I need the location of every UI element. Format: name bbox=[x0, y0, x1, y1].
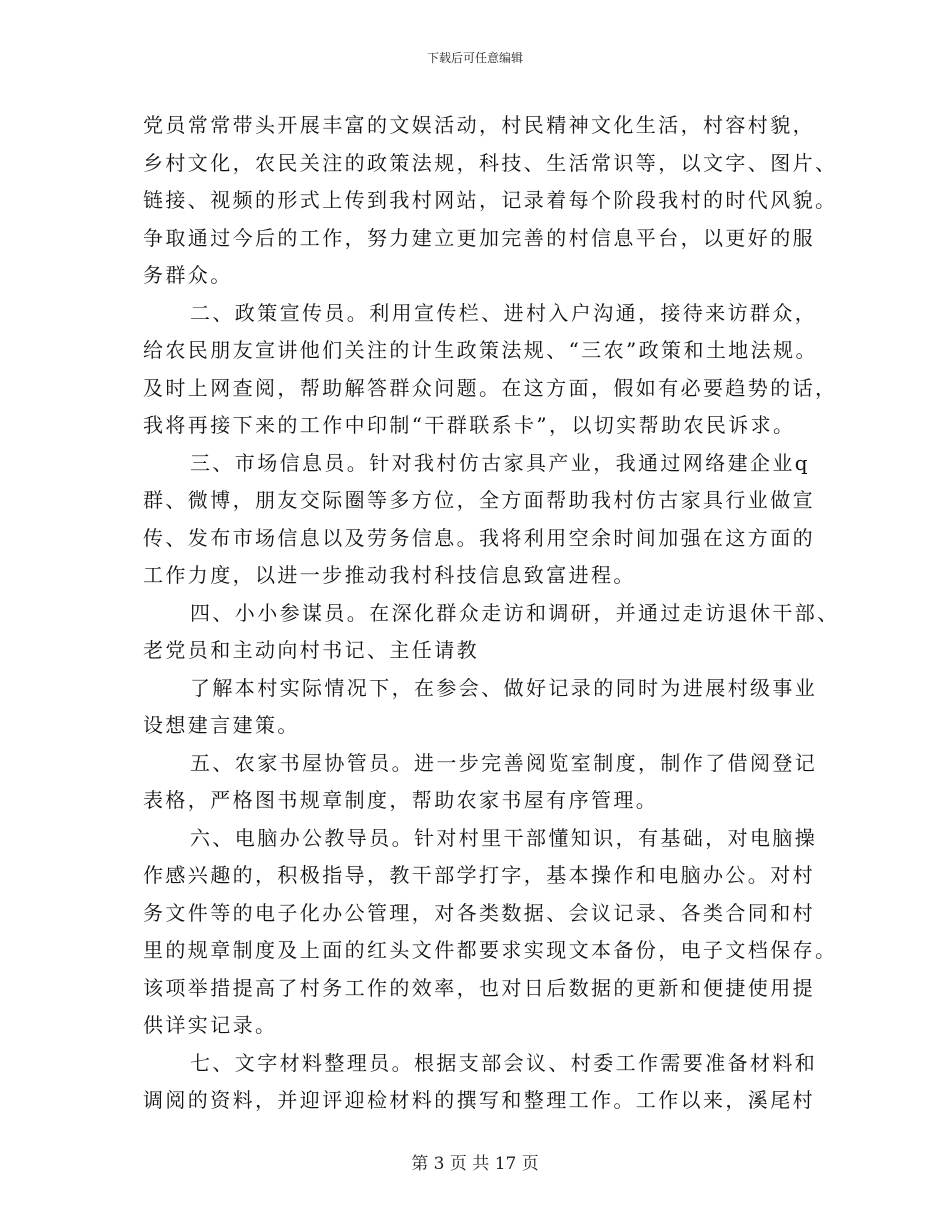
text-line: 供详实记录。 bbox=[143, 1013, 278, 1037]
text-line: 四、小小参谋员。在深化群众走访和调研，并通过走访退休干部、 bbox=[190, 600, 840, 625]
text-line: 设想建言建策。 bbox=[143, 713, 300, 737]
text-line: 我将再接下来的工作中印制“干群联系卡”，以切实帮助农民诉求。 bbox=[143, 413, 796, 437]
text-line: 了解本村实际情况下，在参会、做好记录的同时为进展村级事业 bbox=[190, 675, 818, 700]
text-line: 传、发布市场信息以及劳务信息。我将利用空余时间加强在这方面的 bbox=[143, 525, 815, 550]
text-line: 链接、视频的形式上传到我村网站，记录着每个阶段我村的时代风貌。 bbox=[143, 188, 838, 212]
text-line: 争取通过今后的工作，努力建立更加完善的村信息平台，以更好的服 bbox=[143, 225, 815, 250]
text-line: 作感兴趣的，积极指导，教干部学打字，基本操作和电脑办公。对村 bbox=[143, 863, 815, 887]
text-line: 七、文字材料整理员。根据支部会议、村委工作需要准备材料和 bbox=[190, 1050, 818, 1075]
page-header: 下载后可任意编辑 bbox=[426, 51, 523, 65]
text-line: 里的规章制度及上面的红头文件都要求实现文本备份，电子文档保存。 bbox=[143, 938, 838, 962]
text-line: 五、农家书屋协管员。进一步完善阅览室制度，制作了借阅登记 bbox=[190, 750, 818, 775]
text-line: 调阅的资料，并迎评迎检材料的撰写和整理工作。工作以来，溪尾村 bbox=[143, 1088, 815, 1112]
document-body bbox=[143, 107, 840, 1120]
text-line: 三、市场信息员。针对我村仿古家具产业，我通过网络建企业q bbox=[190, 450, 811, 475]
text-line: 六、电脑办公教导员。针对村里干部懂知识，有基础，对电脑操 bbox=[190, 825, 818, 850]
text-line: 及时上网查阅，帮助解答群众问题。在这方面，假如有必要趋势的话， bbox=[143, 375, 838, 400]
text-line: 务群众。 bbox=[143, 263, 233, 287]
text-line: 老党员和主动向村书记、主任请教 bbox=[143, 638, 479, 662]
text-line: 该项举措提高了村务工作的效率，也对日后数据的更新和便捷使用提 bbox=[143, 975, 815, 1000]
text-line: 表格，严格图书规章制度，帮助农家书屋有序管理。 bbox=[143, 788, 659, 812]
text-line: 群、微博，朋友交际圈等多方位，全方面帮助我村仿古家具行业做宣 bbox=[143, 488, 815, 512]
text-line: 工作力度，以进一步推动我村科技信息致富进程。 bbox=[143, 563, 636, 587]
page-footer: 第 3 页 共 17 页 bbox=[411, 1154, 539, 1174]
text-line: 党员常常带头开展丰富的文娱活动，村民精神文化生活，村容村貌， bbox=[143, 113, 815, 137]
text-line: 二、政策宣传员。利用宣传栏、进村入户沟通，接待来访群众， bbox=[190, 300, 818, 325]
text-line: 乡村文化，农民关注的政策法规，科技、生活常识等，以文字、图片、 bbox=[143, 150, 838, 175]
text-line: 务文件等的电子化办公管理，对各类数据、会议记录、各类合同和村 bbox=[143, 900, 815, 925]
text-line: 给农民朋友宣讲他们关注的计生政策法规、“三农”政策和土地法规。 bbox=[143, 338, 818, 362]
